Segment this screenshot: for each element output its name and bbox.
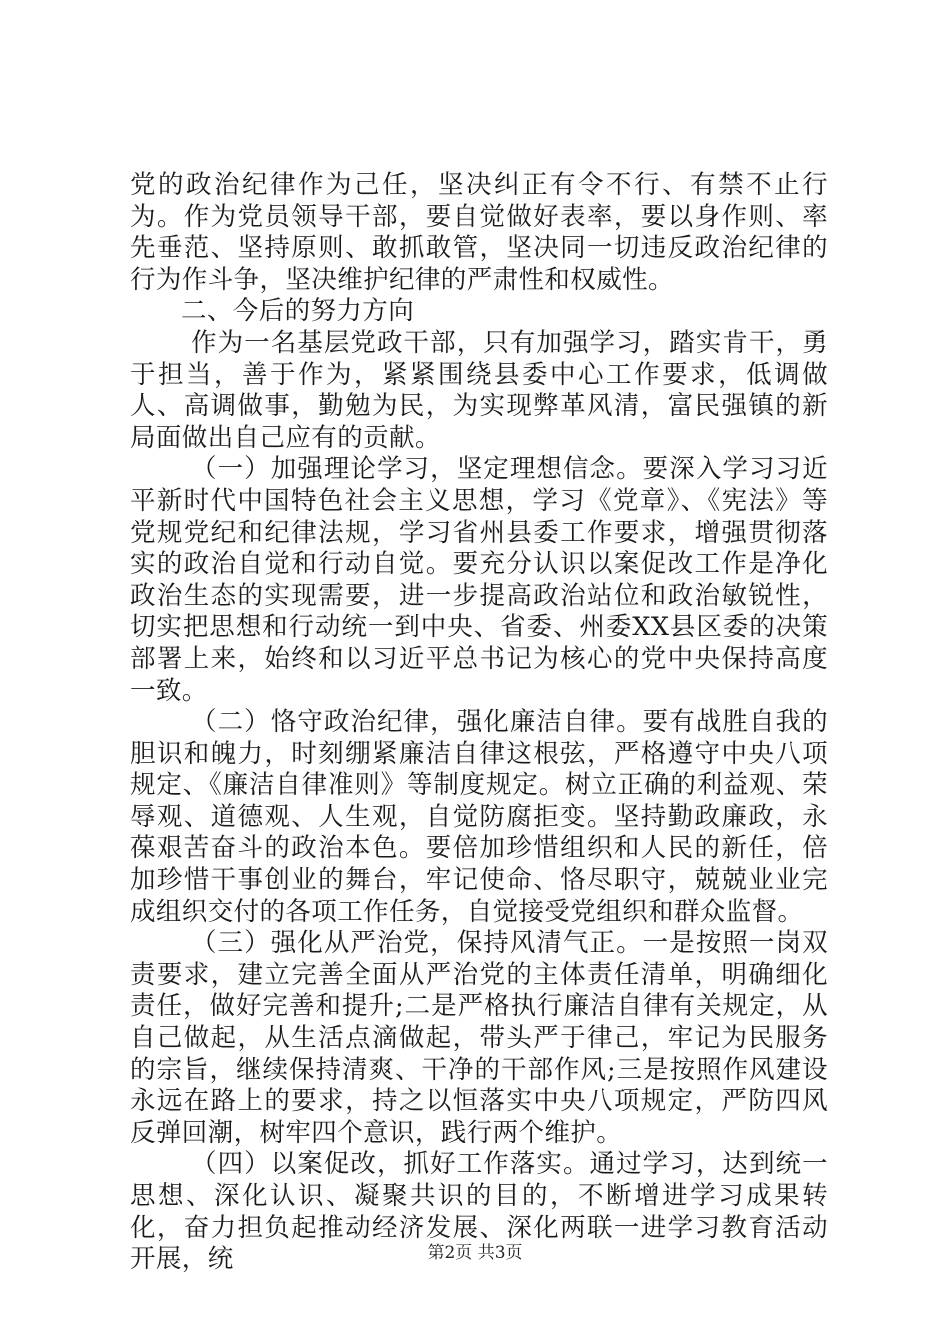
paragraph-intro: 作为一名基层党政干部，只有加强学习，踏实肯干，勇于担当，善于作为，紧紧围绕县委中心工作要求，低调做人、高调做事，勤勉为民，为实现弊革风清，富民强镇的新局面做出自己应有的贡献。 bbox=[130, 327, 828, 453]
paragraph-item-1: （一）加强理论学习，坚定理想信念。要深入学习习近平新时代中国特色社会主义思想，学习《党章》、《宪法》等党规党纪和纪律法规，学习省州县委工作要求，增强贯彻落实的政治自觉和行动自觉。要充分认识以案促改工作是净化政治生态的实现需要，进一步提高政治站位和政治敏锐性，切实把思想和行动统一到中央、省委、州委XX县区委的决策部署上来，始终和以习近平总书记为核心的党中央保持高度一致。 bbox=[130, 454, 828, 706]
paragraph-item-3: （三）强化从严治党，保持风清气正。一是按照一岗双责要求，建立完善全面从严治党的主体责任清单，明确细化责任，做好完善和提升;二是严格执行廉洁自律有关规定，从自己做起，从生活点滴做起，带头严于律己，牢记为民服务的宗旨，继续保持清爽、干净的干部作风;三是按照作风建设永远在路上的要求，持之以恒落实中央八项规定，严防四风反弹回潮，树牢四个意识，践行两个维护。 bbox=[130, 928, 828, 1148]
paragraph-continuation: 党的政治纪律作为己任，坚决纠正有令不行、有禁不止行为。作为党员领导干部，要自觉做好表率，要以身作则、率先垂范、坚持原则、敢抓敢管，坚决同一切违反政治纪律的行为作斗争，坚决维护纪律的严肃性和权威性。 bbox=[130, 170, 828, 295]
section-heading: 二、今后的努力方向 bbox=[181, 296, 415, 327]
paragraph-item-2: （二）恪守政治纪律，强化廉洁自律。要有战胜自我的胆识和魄力，时刻绷紧廉洁自律这根弦，严格遵守中央八项规定、《廉洁自律准则》等制度规定。树立正确的利益观、荣辱观、道德观、人生观，自觉防腐拒变。坚持勤政廉政，永葆艰苦奋斗的政治本色。要倍加珍惜组织和人民的新任，倍加珍惜干事创业的舞台，牢记使命、恪尽职守，兢兢业业完成组织交付的各项工作任务，自觉接受党组织和群众监督。 bbox=[130, 707, 828, 927]
paragraph-item-4: （四）以案促改，抓好工作落实。通过学习，达到统一思想、深化认识、凝聚共识的目的，不断增进学习成果转化，奋力担负起推动经济发展、深化两联一进学习教育活动开展，统 bbox=[130, 1149, 828, 1275]
document-body bbox=[130, 170, 828, 1276]
page-footer: 第2页 共3页 bbox=[427, 1243, 523, 1263]
